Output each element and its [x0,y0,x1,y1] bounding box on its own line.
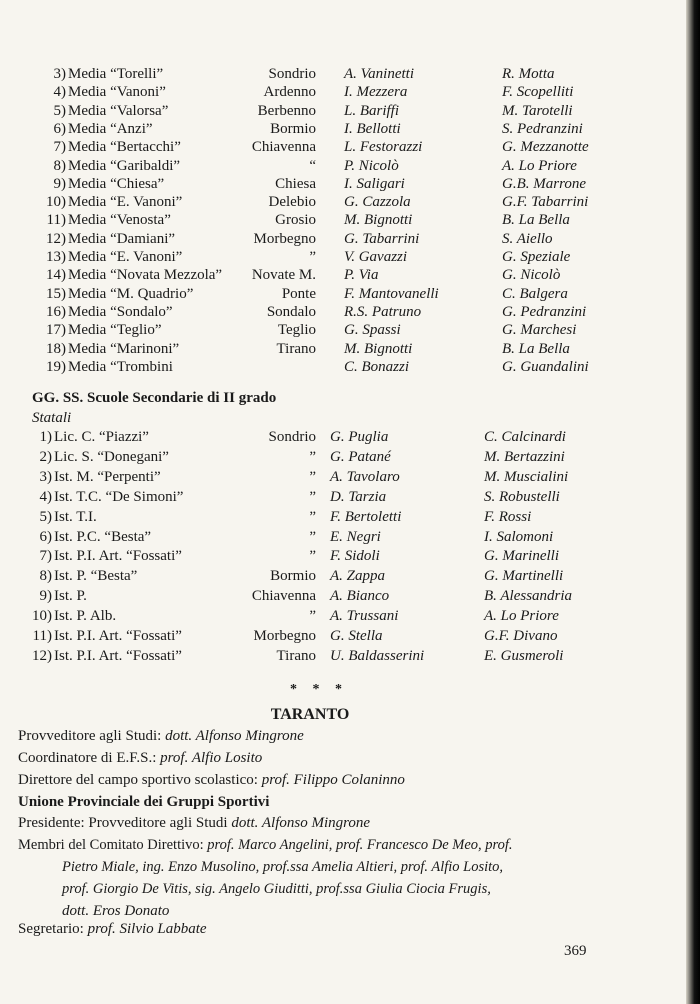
presidente-line: Presidente: Provveditore agli Studi dott. Alfonso Mingrone [18,815,371,831]
membri-line-4: dott. Eros Donato [62,903,170,919]
entry-number: 2) [39,448,52,465]
teacher-name: F. Mantovanelli [344,285,439,302]
school-name: Media “Chiesa” [68,175,165,192]
teacher-name: G. Cazzola [344,194,411,211]
school-row [0,509,690,531]
city-name: Sondrio [268,66,316,82]
city-name: Berbenno [257,102,316,119]
city-name: Ponte [281,285,316,302]
membri-line: Membri del Comitato Direttivo: prof. Marco Angelini, prof. Francesco De Meo, prof. [18,837,513,853]
second-teacher-name: S. Aiello [502,230,553,247]
second-teacher-name: B. La Bella [502,212,570,229]
teacher-name: G. Puglia [330,429,389,445]
taranto-title: TARANTO [270,706,350,723]
second-teacher-name: B. Alessandria [484,588,573,605]
city-name: Novate M. [251,267,316,284]
teacher-name: G. Stella [330,628,383,644]
city-name: Morbegno [253,628,316,644]
city-name: Bormio [270,568,316,585]
entry-number: 10) [46,194,66,211]
second-teacher-name: M. Muscialini [484,468,569,485]
school-name: Lic. C. “Piazzi” [54,429,149,445]
entry-number: 6) [39,528,52,545]
school-name: Ist. T.C. “De Simoni” [54,488,184,505]
entry-number: 5) [39,508,52,525]
second-teacher-name: S. Robustelli [484,488,560,505]
school-row [0,469,690,491]
school-row [0,608,690,630]
section-separator: * * * [290,682,348,697]
school-name: Media “M. Quadrio” [68,285,194,302]
school-name: Media “Teglio” [68,322,162,339]
second-teacher-name: G. Pedranzini [502,303,587,320]
entry-number: 8) [53,157,66,174]
entry-number: 4) [53,84,66,101]
entry-number: 13) [46,249,66,265]
teacher-name: D. Tarzia [330,488,387,505]
city-name: ” [309,608,316,625]
entry-number: 19) [46,358,66,375]
second-teacher-name: G. Marchesi [502,322,577,339]
teacher-name: I. Saligari [344,175,405,192]
city-name: ” [309,508,316,525]
school-name: Media “Novata Mezzola” [68,267,223,284]
section-subtitle-statali: Statali [32,410,72,426]
teacher-name: V. Gavazzi [344,249,408,265]
school-name: Media “Damiani” [68,230,176,247]
school-name: Media “Garibaldi” [68,157,181,174]
membri-line-3: prof. Giorgio De Vitis, sig. Angelo Giuditti, prof.ssa Giulia Ciocia Frugis, [62,881,491,897]
school-name: Ist. T.I. [54,508,97,525]
teacher-name: E. Negri [330,528,381,545]
second-teacher-name: C. Calcinardi [484,429,566,445]
school-row [0,449,690,471]
city-name: ” [309,528,316,545]
second-teacher-name: I. Salomoni [484,528,554,545]
second-teacher-name: G. Guandalini [502,358,589,375]
entry-number: 1) [39,429,52,445]
city-name: Bormio [270,120,316,137]
second-teacher-name: M. Bertazzini [484,448,565,465]
city-name: ” [309,249,316,265]
teacher-name: A. Tavolaro [330,468,400,485]
school-name: Media “Vanoni” [68,84,166,101]
second-teacher-name: A. Lo Priore [484,608,559,625]
teacher-name: I. Mezzera [344,84,408,101]
teacher-name: A. Trussani [330,608,399,625]
school-row [0,359,690,381]
teacher-name: A. Bianco [330,588,390,605]
teacher-name: C. Bonazzi [344,358,410,375]
city-name: ” [309,448,316,465]
entry-number: 12) [32,647,52,664]
entry-number: 17) [46,322,66,339]
second-teacher-name: G.F. Tabarrini [502,194,589,211]
entry-number: 10) [32,608,52,625]
second-teacher-name: S. Pedranzini [502,120,583,137]
entry-number: 7) [39,548,52,565]
entry-number: 16) [46,303,66,320]
entry-number: 11) [32,628,52,644]
city-name: Sondalo [266,303,316,320]
teacher-name: A. Zappa [330,568,386,585]
school-row [0,489,690,511]
entry-number: 5) [53,102,66,119]
teacher-name: R.S. Patruno [344,303,422,320]
school-row [0,648,690,670]
school-name: Ist. P.C. “Besta” [54,528,152,545]
school-name: Media “Anzi” [68,120,153,137]
school-row [0,568,690,590]
entry-number: 3) [53,66,66,82]
school-name: Media “Marinoni” [68,340,180,357]
school-name: Ist. P. “Besta” [54,568,138,585]
second-teacher-name: G.B. Marrone [502,175,587,192]
teacher-name: L. Festorazzi [344,139,423,156]
second-teacher-name: M. Tarotelli [502,102,573,119]
section-title-secondary-ii: GG. SS. Scuole Secondarie di II grado [32,390,277,406]
second-teacher-name: G. Martinelli [484,568,564,585]
school-name: Ist. P.I. Art. “Fossati” [54,548,182,565]
city-name: ” [309,468,316,485]
second-teacher-name: E. Gusmeroli [484,647,564,664]
school-row [0,548,690,570]
teacher-name: L. Bariffi [344,102,400,119]
entry-number: 15) [46,285,66,302]
school-name: Media “Torelli” [68,66,164,82]
entry-number: 6) [53,120,66,137]
provveditore-line: Provveditore agli Studi: dott. Alfonso Mingrone [18,728,304,744]
teacher-name: M. Bignotti [344,340,413,357]
school-name: Ist. P.I. Art. “Fossati” [54,647,182,664]
entry-number: 14) [46,267,66,284]
second-teacher-name: F. Rossi [484,508,532,525]
school-name: Ist. P.I. Art. “Fossati” [54,628,182,644]
school-name: Media “E. Vanoni” [68,249,183,265]
school-row [0,588,690,610]
second-teacher-name: A. Lo Priore [502,157,577,174]
city-name: ” [309,548,316,565]
entry-number: 9) [53,175,66,192]
second-teacher-name: G. Marinelli [484,548,559,565]
city-name: “ [309,157,316,174]
teacher-name: M. Bignotti [344,212,413,229]
unione-heading: Unione Provinciale dei Gruppi Sportivi [18,794,270,810]
teacher-name: G. Spassi [344,322,401,339]
city-name: Delebio [268,194,316,211]
city-name: Ardenno [263,84,316,101]
entry-number: 12) [46,230,66,247]
city-name: Tirano [276,340,316,357]
second-teacher-name: G. Speziale [502,249,571,265]
entry-number: 4) [39,488,52,505]
school-name: Media “Sondalo” [68,303,173,320]
direttore-line: Direttore del campo sportivo scolastico: prof. Filippo Colaninno [18,772,405,788]
city-name: Tirano [276,647,316,664]
city-name: Grosio [275,212,316,229]
teacher-name: P. Nicolò [344,157,399,174]
teacher-name: F. Sidoli [330,548,380,565]
entry-number: 18) [46,340,66,357]
school-name: Media “Valorsa” [68,102,169,119]
second-teacher-name: B. La Bella [502,340,570,357]
second-teacher-name: F. Scopelliti [502,84,574,101]
teacher-name: G. Tabarrini [344,230,420,247]
entry-number: 11) [46,212,66,229]
teacher-name: G. Patané [330,448,391,465]
teacher-name: P. Via [344,267,379,284]
city-name: Teglio [277,322,316,339]
school-row [0,628,690,650]
second-teacher-name: G. Mezzanotte [502,139,589,156]
school-name: Ist. P. [54,588,87,605]
city-name: Sondrio [268,429,316,445]
entry-number: 8) [39,568,52,585]
teacher-name: I. Bellotti [344,120,401,137]
school-row [0,429,690,451]
city-name: Chiavenna [251,588,316,605]
membri-line-2: Pietro Miale, ing. Enzo Musolino, prof.ssa Amelia Altieri, prof. Alfio Losito, [62,859,504,875]
city-name: Chiesa [275,175,316,192]
second-teacher-name: C. Balgera [502,285,568,302]
school-name: Media “Bertacchi” [68,139,181,156]
second-teacher-name: G.F. Divano [484,628,558,644]
city-name: Morbegno [253,230,316,247]
teacher-name: A. Vaninetti [344,66,414,82]
teacher-name: F. Bertoletti [330,508,402,525]
coordinatore-line: Coordinatore di E.F.S.: prof. Alfio Losito [18,750,263,766]
second-teacher-name: G. Nicolò [502,267,561,284]
page-number: 369 [564,943,587,959]
entry-number: 9) [39,588,52,605]
city-name: Chiavenna [251,139,316,156]
school-name: Ist. P. Alb. [54,608,117,625]
school-name: Ist. M. “Perpenti” [54,468,161,485]
city-name: ” [309,488,316,505]
school-name: Lic. S. “Donegani” [54,448,169,465]
school-row [0,529,690,551]
entry-number: 7) [53,139,66,156]
entry-number: 3) [39,468,52,485]
school-name: Media “E. Vanoni” [68,194,183,211]
segretario-line: Segretario: prof. Silvio Labbate [18,921,207,937]
second-teacher-name: R. Motta [502,66,555,82]
school-name: Media “Venosta” [68,212,171,229]
teacher-name: U. Baldasserini [330,647,425,664]
school-name: Media “Trombini [68,358,173,375]
